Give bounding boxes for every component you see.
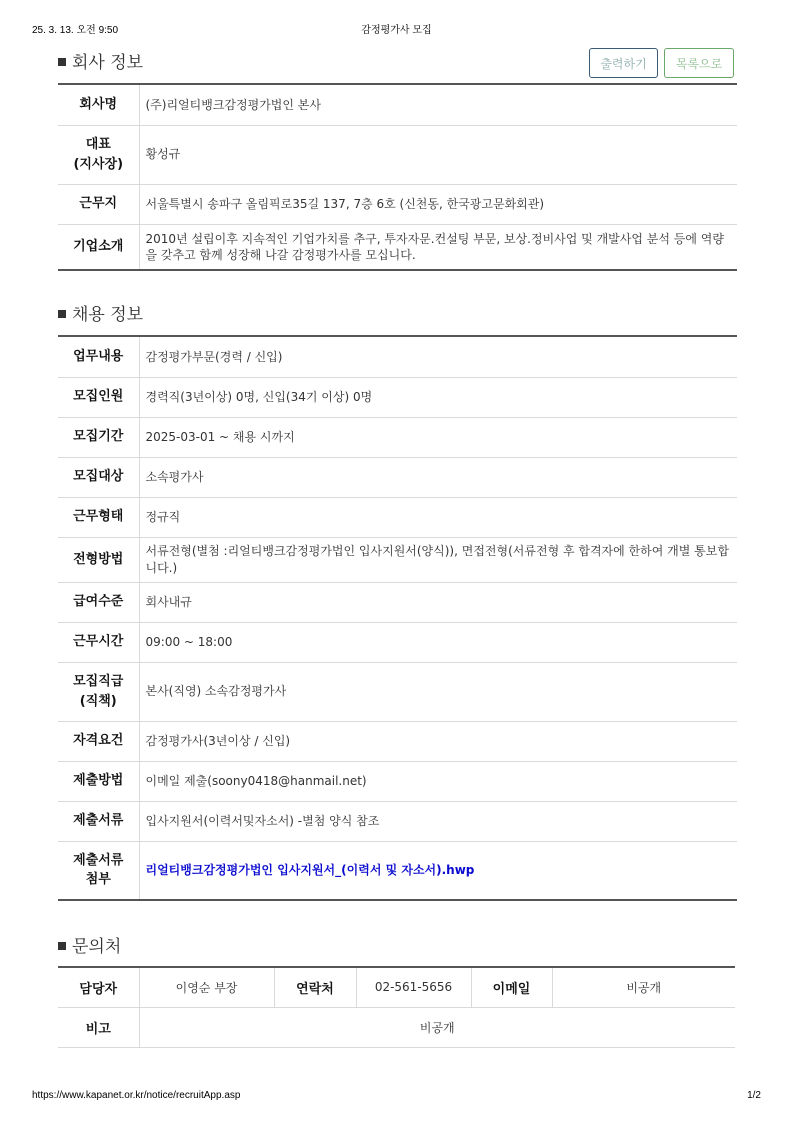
contact-table [58,966,735,1048]
page-url: https://www.kapanet.or.kr/notice/recruitApp.asp [32,1090,241,1101]
square-bullet-icon [58,310,66,318]
email-value: 비공개 [626,980,662,995]
manager-label: 담당자 [58,967,139,1007]
target-label: 모집대상 [58,457,139,497]
square-bullet-icon [58,942,66,950]
work-hours-value: 09:00 ~ 18:00 [145,634,233,649]
contact-section-label: 문의처 [72,937,122,957]
print-header [32,21,761,35]
table-row [58,622,737,662]
print-button[interactable]: 출력하기 [589,48,658,78]
table-row [58,184,737,224]
table-row [58,721,737,761]
company-intro-label: 기업소개 [58,224,139,270]
company-name-value: (주)리얼티뱅크감정평가법인 본사 [145,97,321,112]
period-value: 2025-03-01 ~ 채용 시까지 [145,429,295,444]
action-buttons [589,48,734,78]
employment-type-value: 정규직 [145,509,181,524]
table-row [58,377,737,417]
page-number: 1/2 [747,1090,761,1101]
phone-label: 연락처 [274,967,356,1007]
table-row [58,84,737,125]
ceo-label: 대표 (지사장) [58,125,139,184]
headcount-value: 경력직(3년이상) 0명, 신입(34기 이상) 0명 [145,389,373,404]
table-row [58,224,737,270]
contact-section-title [58,932,121,957]
table-row [58,967,735,1007]
screening-method-label: 전형방법 [58,537,139,582]
note-label: 비고 [58,1007,139,1047]
company-intro-value: 2010년 설립이후 지속적인 기업가치를 추구, 투자자문.컨설팅 부문, 보상.정비사업 및 개발사업 분석 등에 역량을 갖추고 함께 성장해 나갈 감정평가사를 모십니다. [145,231,724,262]
company-section-title [58,48,143,73]
table-row [58,662,737,721]
print-footer [32,1090,761,1104]
recruit-section-label: 채용 정보 [72,305,144,325]
table-row [58,457,737,497]
screening-method-value: 서류전형(별첨 :리얼티뱅크감정평가법인 입사지원서(양식)), 면접전형(서류전형 후 합격자에 한하여 개별 통보합니다.) [145,544,729,575]
submission-method-label: 제출방법 [58,761,139,801]
recruit-info-table [58,335,737,901]
work-hours-label: 근무시간 [58,622,139,662]
table-row [58,761,737,801]
print-date: 25. 3. 13. 오전 9:50 [32,25,119,36]
salary-label: 급여수준 [58,582,139,622]
list-button[interactable]: 목록으로 [664,48,734,78]
recruit-section-title [58,300,143,325]
table-row [58,801,737,841]
company-info-table [58,83,737,271]
attachment-link[interactable]: 리얼티뱅크감정평가법인 입사지원서_(이력서 및 자소서).hwp [145,863,475,878]
note-value: 비공개 [419,1020,455,1035]
table-row [58,417,737,457]
period-label: 모집기간 [58,417,139,457]
company-name-label: 회사명 [58,84,139,125]
qualification-value: 감정평가사(3년이상 / 신입) [145,733,291,748]
table-row [58,336,737,377]
documents-value: 입사지원서(이력서및자소서) -별첨 양식 참조 [145,813,380,828]
position-value: 본사(직영) 소속감정평가사 [145,684,287,699]
job-description-label: 업무내용 [58,336,139,377]
table-row [58,841,737,900]
attachment-label: 제출서류 첨부 [58,841,139,900]
salary-value: 회사내규 [145,594,192,609]
ceo-value: 황성규 [145,147,181,162]
documents-label: 제출서류 [58,801,139,841]
phone-value: 02-561-5656 [356,967,471,1007]
workplace-label: 근무지 [58,184,139,224]
target-value: 소속평가사 [145,469,204,484]
manager-value: 이영순 부장 [139,967,274,1007]
submission-method-value: 이메일 제출(soony0418@hanmail.net) [145,773,367,788]
email-label: 이메일 [471,967,552,1007]
square-bullet-icon [58,58,66,66]
table-row [58,582,737,622]
qualification-label: 자격요건 [58,721,139,761]
workplace-value: 서울특별시 송파구 올림픽로35길 137, 7층 6호 (신천동, 한국광고문화회관) [145,196,545,211]
job-description-value: 감정평가부문(경력 / 신입) [145,349,283,364]
table-row [58,125,737,184]
company-section-label: 회사 정보 [72,53,144,73]
table-row [58,537,737,582]
table-row [58,497,737,537]
employment-type-label: 근무형태 [58,497,139,537]
headcount-label: 모집인원 [58,377,139,417]
table-row [58,1007,735,1047]
print-title: 감정평가사 모집 [361,25,432,36]
position-label: 모집직급 (직책) [58,662,139,721]
